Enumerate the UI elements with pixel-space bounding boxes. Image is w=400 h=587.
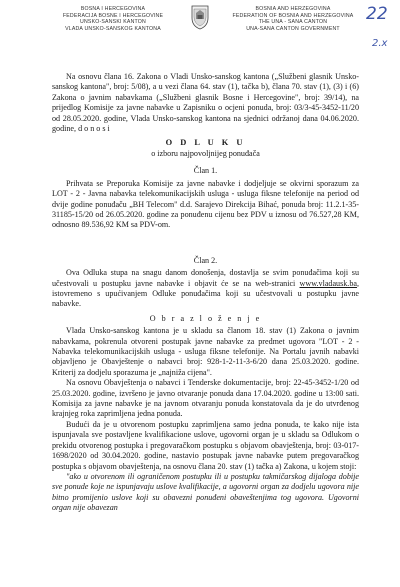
header-left-line: FEDERACIJA BOSNE I HERCEGOVINE [62, 12, 164, 19]
header-left-line: VLADA UNSKO-SANSKOG KANTONA [65, 25, 161, 32]
rationale-quote: "ako u otvorenom ili ograničenom postupku ili u postupku takmičarskog dijaloga dobije sve ponude koje ne ispunjavaju uslove kvalifikacije, a ugovorni organ za dodjelu ugovora nije bitno promijenio uslove koji su obavezni ponuđeni obaveštenjima tog ugovora. Ugovorni organ nije obavezan [52, 471, 359, 513]
header-right-line: BOSNIA AND HERZEGOVINA [255, 6, 331, 12]
article-1-text: Prihvata se Preporuka Komisije za javne nabavke i dodjeljuje se okvirni sporazum za LOT - 2 - Javna nabavka telekomunikacijskih usluga - usluga fiksne telefonije na period od dvije godine ponuđaču „BH Telecom" d.d. Sarajevo Direkcija Bihać, ponuda broj: 11.2.1-35-31185-15/20 od 26.05.2020. godine za ponuđenu cijenu bez PDV u iznosu od 76.527,28 KM, odnosno 89.536,92 KM sa PDV-om. [52, 178, 359, 230]
header-right-line: THE UNA - SANA CANTON [258, 19, 328, 26]
coat-of-arms-icon [190, 4, 210, 30]
handwritten-number: 22 [366, 4, 388, 24]
handwritten-mark: 2.x [372, 38, 388, 49]
article-2-heading: Član 2. [193, 255, 218, 265]
rationale-paragraph-1: Vlada Unsko-sanskog kantona je u skladu sa članom 18. stav (1) Zakona o javnim nabavkama, pokrenula otvoreni postupak javne nabavke za predmet ugovora "LOT - 2 - Nabavka telekomunikacijskih usluga - usluga fiksne telefonije. Na Portalu javnih nabavki objavljeno je Obavještenje o nabavci broj: 928-1-2-11-3-6/20 dana 25.03.2020. godine. Kriterij za dodjelu sporazuma je „najniža cijena". [52, 326, 359, 377]
article-1-heading: Član 1. [193, 166, 218, 176]
spacer [52, 231, 359, 249]
website-link[interactable]: www.vladausk.ba [299, 278, 357, 288]
header-left-block [38, 6, 188, 32]
rationale-paragraph-3: Budući da je u otvorenom postupku zaprimljena samo jedna ponuda, te kako nije ista ispunjavala sve postavljene kvalifikacione uslove, ugovorni organ je u skladu sa Odlukom o prekidu otvorenog postupka i pregovaračkom postupku s objavom obavještenja, broj: 03-017-1698/2020 od 30.04.2020. godine, nastavio postupak javne nabavke putem pregovaračkog postupka s objavom obavještenja, na osnovu člana 20. stav (1) tačka a) Zakona, u kojem stoji: [52, 419, 359, 471]
article-2-text-start: Ova Odluka stupa na snagu danom donošenja, dostavlja se svim ponuđačima koji su učestvovali u postupku javne nabavke i objavit će se na web-stranici [52, 268, 359, 288]
document-title: O D L U K U [165, 138, 246, 148]
header-right-block [218, 6, 368, 32]
article-2-text-end: , istovremeno s upućivanjem Odluke ponuđačima koji su učestvovali u postupku javne nabavke. [52, 278, 359, 309]
intro-paragraph: Na osnovu člana 16. Zakona o Vladi Unsko-sanskog kantona („Službeni glasnik Unsko-sanskog kantona", broj: 5/08), a u vezi člana 64. stav (1), tačka b), člana 70. stav (1), (3) i (6) Zakona o javnim nabavkama („Službeni glasnik Bosne i Hercegovine", broj: 39/14), na prijedlog Komisije za javne nabavke u Zapisniku o ocjeni ponuda, broj: 03/3-45-3452-11/20 od 28.05.2020. godine, Vlada Unsko-sanskog kantona na sjednici održanoj dana 04.06.2020. godine, d o n o s i [52, 72, 359, 134]
header-left-line: BOSNA I HERCEGOVINA [80, 6, 146, 12]
header-right-line: FEDERATION OF BOSNIA AND HERZEGOVINA [232, 12, 354, 19]
article-2-text [52, 268, 359, 310]
document-subtitle: o izboru najpovoljnijeg ponuđača [151, 148, 260, 158]
header-right-line: UNA-SANA CANTON GOVERNMENT [246, 25, 340, 32]
document-body [52, 72, 359, 514]
rationale-heading: O b r a z l o ž e n j e [149, 313, 262, 323]
rationale-paragraph-2: Na osnovu Obavještenja o nabavci i Tenderske dokumentacije, broj: 22-45-3452-1/20 od 25.03.2020. godine, izvršeno je javno otvaranje ponuda dana 17.04.2020. godine u 13:00 sati. Komisija za javne nabavke je na javnom otvaranju ponuda konstatovala da je do utvrđenog krajnjeg roka zaprimljena jedna ponuda. [52, 378, 359, 419]
header-left-line: UNSKO-SANSKI KANTON [80, 19, 146, 26]
